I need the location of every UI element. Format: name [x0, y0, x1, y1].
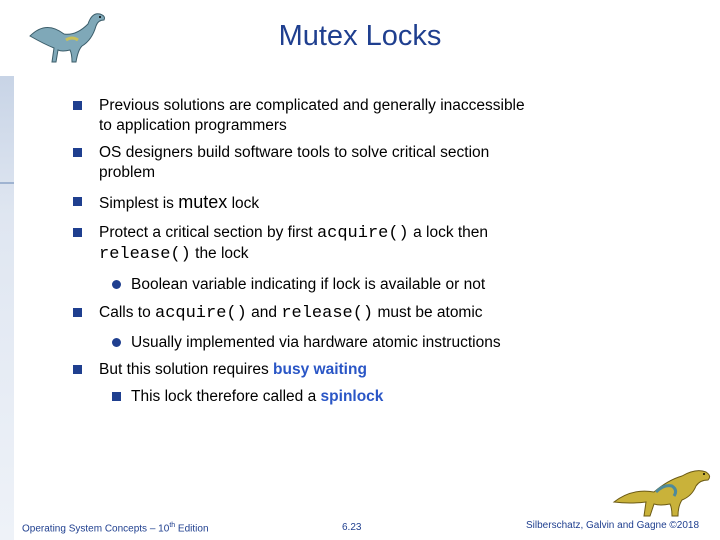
page-number: 6.23 [342, 522, 362, 533]
list-item [74, 96, 684, 136]
square-bullet-icon [73, 365, 82, 374]
square-bullet-icon [73, 228, 82, 237]
bullet-text: Simplest is [99, 195, 179, 212]
mutex-word: mutex [178, 192, 228, 212]
slide-title: Mutex Locks [278, 20, 442, 52]
square-bullet-icon [73, 101, 82, 110]
footer-text: Edition [175, 523, 209, 535]
code-release: release() [281, 304, 374, 323]
footer-copyright: Silberschatz, Galvin and Gagne ©2018 [526, 520, 700, 531]
highlight-spinlock: spinlock [320, 388, 384, 405]
round-bullet-icon [112, 280, 121, 289]
code-acquire: acquire() [316, 224, 409, 243]
list-item [74, 387, 684, 407]
square-bullet-icon [112, 392, 121, 401]
square-bullet-icon [73, 197, 82, 206]
list-item [74, 333, 684, 353]
code-acquire: acquire() [155, 304, 247, 323]
sub-bullet-text: Usually implemented via hardware atomic instructions [131, 334, 501, 351]
bullet-list [74, 96, 684, 407]
bullet-text: to application programmers [99, 117, 287, 134]
margin-stripe [0, 182, 14, 184]
bullet-text: and [246, 304, 282, 321]
list-item [74, 275, 684, 295]
square-bullet-icon [73, 308, 82, 317]
bullet-text: must be atomic [373, 304, 483, 321]
sub-bullet-text: Boolean variable indicating if lock is available or not [131, 276, 486, 293]
bullet-text: OS designers build software tools to solve critical section [99, 144, 490, 161]
list-item [74, 360, 684, 380]
round-bullet-icon [112, 338, 121, 347]
bullet-text: Calls to [99, 304, 155, 321]
bullet-text: Protect a critical section by first [99, 224, 317, 241]
footer-text: Operating System Concepts – 10 [22, 523, 170, 535]
highlight-busy-waiting: busy waiting [273, 361, 367, 378]
left-margin-band [0, 76, 14, 540]
code-release: release() [99, 245, 191, 264]
list-item [74, 143, 684, 183]
bullet-text: a lock then [408, 224, 489, 241]
square-bullet-icon [73, 148, 82, 157]
dinosaur-footer-icon [612, 462, 714, 520]
list-item [74, 223, 684, 265]
bullet-text: Previous solutions are complicated and generally inaccessible [99, 97, 525, 114]
bullet-text: But this solution requires [99, 361, 274, 378]
footer-book-title [22, 522, 209, 534]
footer-sup: th [169, 522, 176, 529]
list-item [74, 303, 684, 324]
sub-bullet-text: This lock therefore called a [131, 388, 321, 405]
bullet-text: lock [227, 195, 260, 212]
bullet-text: problem [99, 164, 155, 181]
list-item [74, 192, 684, 214]
bullet-text: the lock [190, 245, 249, 262]
